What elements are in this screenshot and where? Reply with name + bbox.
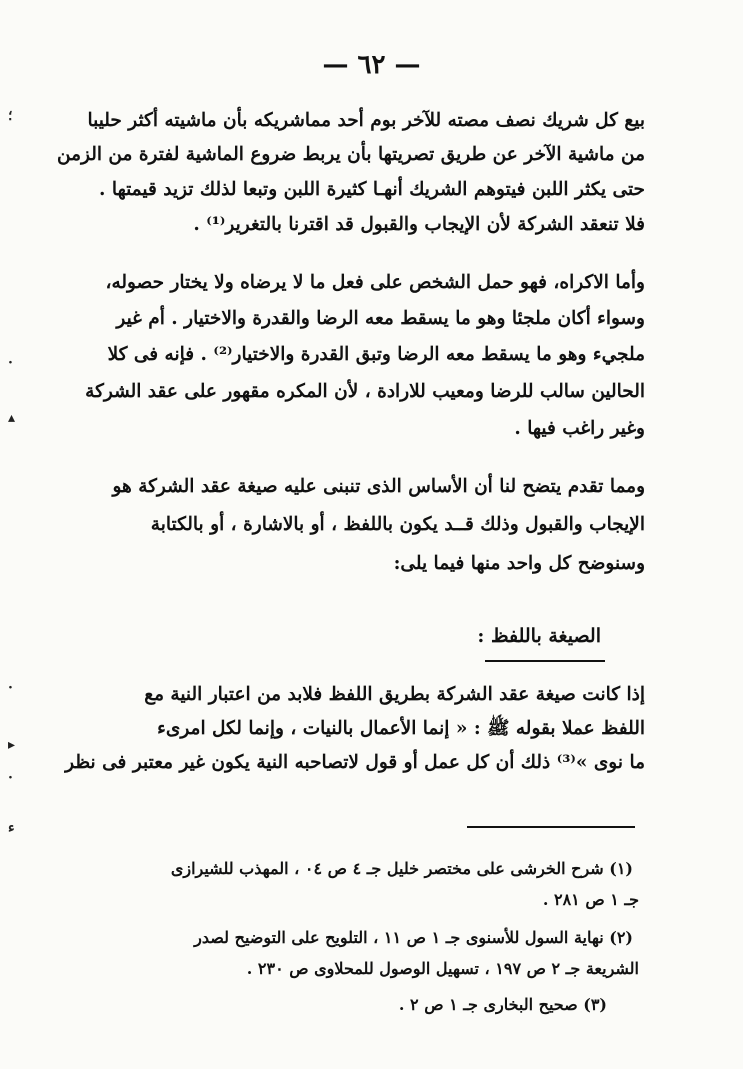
footnote-1-line-1: (١) شرح الخرشى على مختصر خليل جـ ٤ ص ٠٤ ، المهذب للشيرازى (170, 859, 633, 878)
margin-mark: ء (8, 820, 15, 836)
heading-underline (485, 660, 605, 662)
text-line: إذا كانت صيغة عقد الشركة بطريق اللفظ فلابد من اعتبار النية مع (144, 684, 645, 705)
text-line: ملجيء وهو ما يسقط معه الرضا وتبق القدرة والاختيار⁽²⁾ . فإنه فى كلا (107, 344, 645, 365)
footnote-3: (٣) صحيح البخارى جـ ١ ص ٢ . (398, 995, 607, 1014)
footnote-separator (467, 826, 635, 828)
footnote-2-line-2: الشريعة جـ ٢ ص ١٩٧ ، تسهيل الوصول للمحلاوى ص ٢٣٠ . (246, 959, 639, 978)
page-number: — ٦٢ — (322, 50, 421, 80)
text-line: بيع كل شريك نصف مصته للآخر بوم أحد مماشريكه بأن ماشيته أكثر حليبا (87, 110, 645, 131)
margin-mark: ▴ (8, 410, 16, 426)
text-line: اللفظ عملا بقوله ﷺ : « إنما الأعمال بالنيات ، وإنما لكل امرىء (157, 718, 645, 739)
paragraph-3 (90, 470, 645, 590)
margin-mark: ؛ (8, 108, 13, 124)
text-line: وسواء أكان ملجئا وهو ما يسقط معه الرضا والقدرة والاختيار . أم غير (116, 308, 645, 329)
section-paragraph (65, 675, 645, 785)
section-heading: الصيغة باللفظ : (477, 625, 601, 647)
text-line: من ماشية الآخر عن طريق تصريتها بأن يربط ضروع الماشية لفترة من الزمن (57, 144, 645, 165)
paragraph-2 (85, 265, 645, 445)
text-line: حتى يكثر اللبن فيتوهم الشريك أنهـا كثيرة اللبن وتبعا لذلك تزيد قيمتها . (99, 179, 645, 200)
text-line: فلا تنعقد الشركة لأن الإيجاب والقبول قد اقترنا بالتغرير⁽¹⁾ . (193, 214, 645, 235)
margin-mark: · (8, 355, 13, 371)
text-line: وغير راغب فيها . (514, 418, 645, 439)
margin-mark: · (8, 770, 13, 786)
text-line: ومما تقدم يتضح لنا أن الأساس الذى تنبنى عليه صيغة عقد الشركة هو (112, 476, 645, 497)
footnote-1-line-2: جـ ١ ص ٢٨١ . (542, 890, 639, 909)
margin-mark: ▸ (8, 737, 16, 753)
text-line: وسنوضح كل واحد منها فيما يلى: (393, 553, 645, 574)
paragraph-1 (57, 95, 645, 245)
footnote-2-line-1: (٢) نهاية السول للأسنوى جـ ١ ص ١١ ، التلويح على التوضيح لصدر (194, 928, 633, 947)
text-line: ما نوى »⁽³⁾ ذلك أن كل عمل أو قول لاتصاحبه النية يكون غير معتبر فى نظر (65, 752, 645, 773)
margin-mark: · (8, 680, 13, 696)
text-line: الإيجاب والقبول وذلك قــد يكون باللفظ ، أو بالاشارة ، أو بالكتابة (150, 514, 645, 535)
text-line: الحالين سالب للرضا ومعيب للارادة ، لأن المكره مقهور على عقد الشركة (85, 381, 645, 402)
text-line: وأما الاكراه، فهو حمل الشخص على فعل ما لا يرضاه ولا يختار حصوله، (105, 272, 645, 293)
